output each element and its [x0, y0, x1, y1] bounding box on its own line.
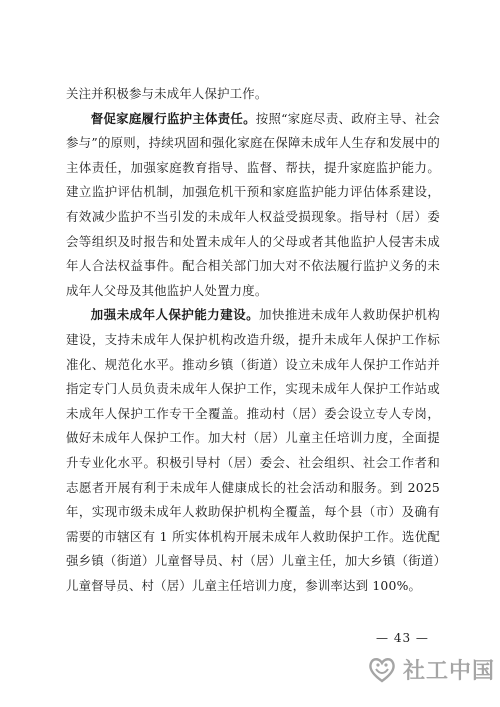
watermark	[367, 654, 495, 685]
paragraph-2-lead: 督促家庭履行监护主体责任。	[90, 110, 256, 126]
paragraph-1	[66, 82, 440, 107]
watermark-text: 社工中国	[403, 659, 496, 684]
heart-hands-logo-icon	[367, 655, 397, 685]
paragraph-2-text: 按照“家庭尽责、政府主导、社会参与”的原则，持续巩固和强化家庭在保障未成年人生存和发展中的主体责任，加强家庭教育指导、监督、帮扶，提升家庭监护能力。建立监护评估机制，加强危机干预和家庭监护能力评估体系建设，有效减少监护不当引发的未成年人权益受损现象。指导村（居）委会等组织及时报告和处置未成年人的父母或者其他监护人侵害未成年人合法权益事件。配合相关部门加大对不依法履行监护义务的未成年人父母及其他监护人处置力度。	[66, 110, 440, 298]
document-body	[66, 82, 440, 598]
page-number: — 43 —	[376, 631, 429, 645]
paragraph-2	[66, 107, 440, 304]
paragraph-3	[66, 303, 440, 598]
paragraph-3-text: 加快推进未成年人救助保护机构建设，支持未成年人保护机构改造升级，提升未成年人保护工作标准化、规范化水平。推动乡镇（街道）设立未成年人保护工作站并指定专门人员负责未成年人保护工作，实现未成年人保护工作站或未成年人保护工作专干全覆盖。推动村（居）委会设立专人专岗，做好未成年人保护工作。加大村（居）儿童主任培训力度，全面提升专业化水平。积极引导村（居）委会、社会组织、社会工作者和志愿者开展有利于未成年人健康成长的社会活动和服务。到 2025 年，实现市级未成年人救助保护机构全覆盖，每个县（市）及确有需要的市辖区有 1 所实体机构开展未成年人救助保护工作。选优配强乡镇（街道）儿童督导员、村（居）儿童主任，加大乡镇（街道）儿童督导员、村（居）儿童主任培训力度，参训率达到 100%。	[66, 307, 440, 593]
paragraph-3-lead: 加强未成年人保护能力建设。	[90, 307, 260, 323]
paragraph-1-text: 关注并积极参与未成年人保护工作。	[66, 86, 268, 101]
